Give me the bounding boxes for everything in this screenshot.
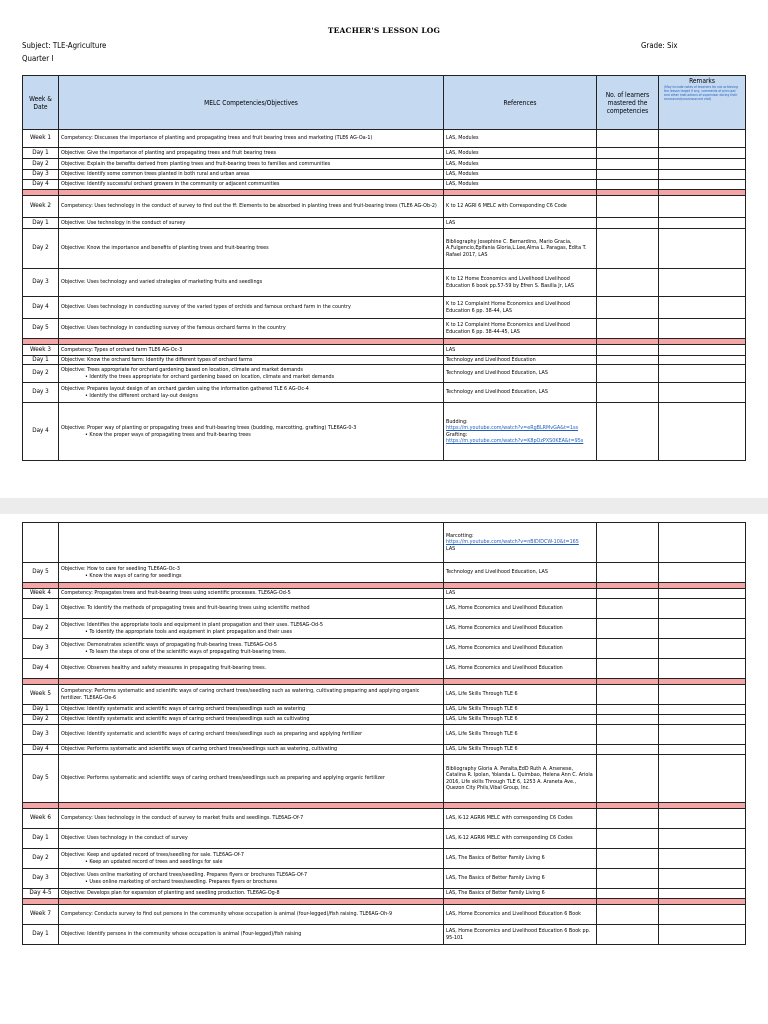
learners-cell — [597, 925, 659, 945]
marcotting-link[interactable]: https://m.youtube.com/watch?v=nBIDIDCW-10&t=165 — [446, 539, 579, 546]
remarks-cell — [659, 599, 746, 619]
objective-cell: Objective: Uses technology in conducting survey of the varied types of orchids and famous orchard farm in the country — [59, 297, 444, 319]
remarks-cell — [659, 356, 746, 365]
references-cell: LAS, Modules — [444, 130, 597, 148]
week-day-cell: Day 2 — [23, 365, 59, 383]
week-day-cell: Day 2 — [23, 619, 59, 639]
learners-cell — [597, 180, 659, 190]
references-cell: LAS, Modules — [444, 148, 597, 159]
objective-cell: Objective: Observes healthy and safety measures in propagating fruit-bearing trees. — [59, 659, 444, 679]
table-row — [23, 365, 746, 383]
objective-cell: Objective: Proper way of planting or propagating trees and fruit-bearing trees (budding, marcotting, grafting) TLE6AG-0-3 • Know the proper ways of propagating trees and fruit-bearing trees — [59, 403, 444, 461]
table-row — [23, 523, 746, 563]
learners-cell — [597, 755, 659, 803]
learners-cell — [597, 229, 659, 269]
learners-cell — [597, 849, 659, 869]
week-day-cell: Day 2 — [23, 229, 59, 269]
learners-cell — [597, 319, 659, 339]
references-cell: LAS, K-12 AGRI6 MELC with corresponding C6 Codes — [444, 829, 597, 849]
table-row — [23, 849, 746, 869]
objective-cell: Objective: Performs systematic and scientific ways of caring orchard trees/seedlings such as watering, cultivating — [59, 745, 444, 755]
week-day-cell: Week 2 — [23, 196, 59, 218]
week-day-cell: Day 1 — [23, 356, 59, 365]
references-cell: Budding: https://m.youtube.com/watch?v=eRgBLRMvGA&t=1ss Grafting: https://m.youtube.com/watch?v=K8pOzPXS0KEA&t=95s — [444, 403, 597, 461]
objective-cell: Objective: Uses technology and varied strategies of marketing fruits and seedlings — [59, 269, 444, 297]
grade-label: Grade: Six — [641, 41, 678, 50]
remarks-cell — [659, 639, 746, 659]
references-cell: LAS, K-12 AGRI6 MELC with corresponding C6 Codes — [444, 809, 597, 829]
remarks-cell — [659, 869, 746, 889]
learners-cell — [597, 745, 659, 755]
week-day-cell: Week 5 — [23, 685, 59, 705]
objective-cell: Objective: Identify systematic and scientific ways of caring orchard trees/seedlings such as preparing and applying fertilizer — [59, 725, 444, 745]
references-cell: K to 12 AGRI 6 MELC with Corresponding C6 Code — [444, 196, 597, 218]
remarks-cell — [659, 319, 746, 339]
table-row — [23, 383, 746, 403]
remarks-cell — [659, 563, 746, 583]
table-row — [23, 715, 746, 725]
remarks-cell — [659, 365, 746, 383]
remarks-cell — [659, 170, 746, 180]
learners-cell — [597, 365, 659, 383]
objective-cell: Objective: Trees appropriate for orchard gardening based on location, climate and market demands • Identify the trees appropriate for orchard gardening based on location, climate and market demands — [59, 365, 444, 383]
references-cell: LAS, Life Skills Through TLE 6 — [444, 745, 597, 755]
table-row — [23, 229, 746, 269]
remarks-cell — [659, 297, 746, 319]
references-cell: LAS, Home Economics and Livelihood Education — [444, 599, 597, 619]
subject-label: Subject: TLE-Agriculture — [22, 41, 107, 50]
table-row — [23, 269, 746, 297]
objective-cell: Objective: Prepares layout design of an orchard garden using the information gathered TLE 6 AG-Oc-4 • Identify the different orchard lay-out designs — [59, 383, 444, 403]
lesson-log-table-page-1 — [22, 75, 746, 461]
references-cell: K to 12 Complaint Home Economics and Livelihood Education 6 pp. 38-44-45, LAS — [444, 319, 597, 339]
learners-cell — [597, 809, 659, 829]
remarks-cell — [659, 925, 746, 945]
references-cell: LAS, Home Economics and Livelihood Education 6 Book pp. 95-101 — [444, 925, 597, 945]
objective-cell: Objective: Know the orchard farm: Identify the different types of orchard farms — [59, 356, 444, 365]
table-row — [23, 725, 746, 745]
week-day-cell: Week 3 — [23, 345, 59, 356]
table-row — [23, 889, 746, 899]
week-day-cell: Day 4 — [23, 403, 59, 461]
references-cell: Technology and Livelihood Education — [444, 356, 597, 365]
objective-cell: Objective: Identifies the appropriate tools and equipment in plant propagation and their uses. TLE6AG-Od-5 • To identify the appropriate tools and equipment in plant propagation and their uses — [59, 619, 444, 639]
remarks-cell — [659, 755, 746, 803]
table-row — [23, 297, 746, 319]
objective-cell: Objective: Uses technology in conducting survey of the famous orchard farms in the country — [59, 319, 444, 339]
learners-cell — [597, 383, 659, 403]
learners-cell — [597, 589, 659, 599]
remarks-cell — [659, 403, 746, 461]
table-row — [23, 755, 746, 803]
remarks-cell — [659, 725, 746, 745]
remarks-cell — [659, 523, 746, 563]
objective-cell: Objective: Identify systematic and scientific ways of caring orchard trees/seedlings such as watering — [59, 705, 444, 715]
table-row — [23, 196, 746, 218]
col-week: Week & Date — [23, 76, 59, 130]
table-row — [23, 589, 746, 599]
remarks-cell — [659, 829, 746, 849]
remarks-cell — [659, 659, 746, 679]
references-cell: Bibliography Josephine C. Bernardino, Mario Gracia, A.Fulgencio,Epifania Gloria,L.Lee,Alma L. Paragas, Edita T. Rafael 2017, LAS — [444, 229, 597, 269]
references-cell: K to 12 Home Economics and Livelihood Livelihood Education 6 book pp.57-59 by Efren S. Basilla Jr, LAS — [444, 269, 597, 297]
references-cell: LAS, Modules — [444, 170, 597, 180]
objective-cell: Objective: Explain the benefits derived from planting trees and fruit-bearing trees to families and communities — [59, 159, 444, 170]
remarks-cell — [659, 705, 746, 715]
learners-cell — [597, 523, 659, 563]
references-cell: LAS, Life Skills Through TLE 6 — [444, 715, 597, 725]
table-row — [23, 869, 746, 889]
objective-cell: Objective: How to care for seedling TLE6AG-Oc-3 • Know the ways of caring for seedlings — [59, 563, 444, 583]
budding-link[interactable]: https://m.youtube.com/watch?v=eRgBLRMvGA&t=1ss — [446, 425, 579, 432]
remarks-cell — [659, 159, 746, 170]
objective-cell: Objective: Use technology in the conduct of survey — [59, 218, 444, 229]
references-cell: LAS — [444, 589, 597, 599]
table-row — [23, 659, 746, 679]
week-day-cell: Day 2 — [23, 159, 59, 170]
references-cell: LAS, Home Economics and Livelihood Education — [444, 619, 597, 639]
objective-cell: Objective: Give the importance of planting and propagating trees and fruit bearing trees — [59, 148, 444, 159]
col-melc: MELC Competencies/Objectives — [59, 76, 444, 130]
week-day-cell: Day 3 — [23, 725, 59, 745]
lesson-log-table-page-2 — [22, 522, 746, 945]
table-row — [23, 170, 746, 180]
objective-cell: Objective: Performs systematic and scientific ways of caring orchard trees/seedlings such as preparing and applying organic fertilizer — [59, 755, 444, 803]
table-row — [23, 345, 746, 356]
week-day-cell: Week 4 — [23, 589, 59, 599]
learners-cell — [597, 705, 659, 715]
learners-cell — [597, 725, 659, 745]
objective-cell: Competency: Performs systematic and scientific ways of caring orchard trees/seedling such as watering, cultivating preparing and applying organic fertilizer. TLE6AG-Oe-6 — [59, 685, 444, 705]
remarks-cell — [659, 809, 746, 829]
table-row — [23, 319, 746, 339]
remarks-cell — [659, 745, 746, 755]
learners-cell — [597, 829, 659, 849]
objective-cell: Objective: Identify successful orchard growers in the community or adjacent communities — [59, 180, 444, 190]
remarks-cell — [659, 619, 746, 639]
table-row — [23, 148, 746, 159]
week-day-cell: Day 2 — [23, 715, 59, 725]
references-cell: LAS, The Basics of Better Family Living 6 — [444, 889, 597, 899]
learners-cell — [597, 639, 659, 659]
remarks-cell — [659, 685, 746, 705]
week-day-cell — [23, 523, 59, 563]
references-cell: LAS — [444, 218, 597, 229]
references-cell: LAS, The Basics of Better Family Living 6 — [444, 869, 597, 889]
objective-cell: Objective: Uses technology in the conduct of survey — [59, 829, 444, 849]
objective-cell: Objective: Develops plan for expansion of planting and seedling production. TLE6AG-Og-8 — [59, 889, 444, 899]
table-row — [23, 563, 746, 583]
references-cell: LAS, Home Economics and Livelihood Education — [444, 659, 597, 679]
week-day-cell: Day 1 — [23, 148, 59, 159]
week-day-cell: Day 1 — [23, 829, 59, 849]
grafting-link[interactable]: https://m.youtube.com/watch?v=K8pOzPXS0KEA&t=95s — [446, 437, 584, 444]
remarks-cell — [659, 383, 746, 403]
table-row — [23, 745, 746, 755]
quarter-label: Quarter I — [22, 54, 54, 63]
learners-cell — [597, 403, 659, 461]
learners-cell — [597, 297, 659, 319]
week-day-cell: Day 5 — [23, 755, 59, 803]
page-1 — [0, 0, 768, 498]
week-day-cell: Week 6 — [23, 809, 59, 829]
objective-cell: Competency: Discusses the importance of planting and propagating trees and fruit bearing trees and marketing (TLE6 AG-Oa-1) — [59, 130, 444, 148]
document-title: TEACHER'S LESSON LOG — [327, 26, 441, 35]
week-day-cell: Day 4-5 — [23, 889, 59, 899]
remarks-cell — [659, 148, 746, 159]
objective-cell: Competency: Propagates trees and fruit-bearing trees using scientific processes. TLE6AG-Od-5 — [59, 589, 444, 599]
references-cell: Technology and Livelihood Education, LAS — [444, 383, 597, 403]
objective-cell: Objective: Identify persons in the community whose occupation is animal (Four-legged)/fish raising — [59, 925, 444, 945]
header-row — [23, 76, 746, 130]
learners-cell — [597, 345, 659, 356]
learners-cell — [597, 218, 659, 229]
references-cell: LAS, Modules — [444, 159, 597, 170]
learners-cell — [597, 159, 659, 170]
remarks-cell — [659, 345, 746, 356]
references-cell: K to 12 Complaint Home Economics and Livelihood Education 6 pp. 38-44, LAS — [444, 297, 597, 319]
remarks-cell — [659, 905, 746, 925]
table-row — [23, 619, 746, 639]
week-day-cell: Day 1 — [23, 599, 59, 619]
objective-cell: Competency: Conducts survey to find out persons in the community whose occupation is animal (four-legged)/fish raising. TLE6AG-Oh-9 — [59, 905, 444, 925]
remarks-cell — [659, 180, 746, 190]
learners-cell — [597, 196, 659, 218]
objective-cell: Objective: To identify the methods of propagating trees and fruit-bearing trees using scientific method — [59, 599, 444, 619]
col-remarks: Remarks (May include notes of teachers for not achieving the lesson target if any, comments of principal and other instructions of supervisor during their announced/unannounced visit) — [659, 76, 746, 130]
references-cell: LAS, Modules — [444, 180, 597, 190]
remarks-cell — [659, 849, 746, 869]
week-day-cell: Day 4 — [23, 659, 59, 679]
table-row — [23, 925, 746, 945]
objective-cell: Objective: Demonstrates scientific ways of propagating fruit-bearing trees. TLE6AG-Od-5 • To learn the steps of one of the scientific ways of propagating fruit-bearing trees. — [59, 639, 444, 659]
learners-cell — [597, 148, 659, 159]
remarks-cell — [659, 130, 746, 148]
table-row — [23, 356, 746, 365]
remarks-cell — [659, 715, 746, 725]
week-day-cell: Day 1 — [23, 705, 59, 715]
table-row — [23, 685, 746, 705]
table-row — [23, 829, 746, 849]
learners-cell — [597, 619, 659, 639]
table-row — [23, 905, 746, 925]
table-row — [23, 599, 746, 619]
week-day-cell: Day 4 — [23, 297, 59, 319]
page-2 — [0, 514, 768, 1024]
objective-cell — [59, 523, 444, 563]
references-cell: LAS, Home Economics and Livelihood Education — [444, 639, 597, 659]
table-row — [23, 180, 746, 190]
week-day-cell: Day 3 — [23, 383, 59, 403]
learners-cell — [597, 130, 659, 148]
table-row — [23, 809, 746, 829]
week-day-cell: Day 4 — [23, 745, 59, 755]
week-day-cell: Day 4 — [23, 180, 59, 190]
learners-cell — [597, 170, 659, 180]
col-references: References — [444, 76, 597, 130]
week-day-cell: Day 1 — [23, 218, 59, 229]
table-row — [23, 218, 746, 229]
week-day-cell: Day 3 — [23, 269, 59, 297]
table-row — [23, 159, 746, 170]
remarks-cell — [659, 889, 746, 899]
remarks-cell — [659, 269, 746, 297]
week-day-cell: Week 7 — [23, 905, 59, 925]
learners-cell — [597, 889, 659, 899]
references-cell: LAS, Life Skills Through TLE 6 — [444, 725, 597, 745]
references-cell: Technology and Livelihood Education, LAS — [444, 365, 597, 383]
references-cell: Technology and Livelihood Education, LAS — [444, 563, 597, 583]
learners-cell — [597, 599, 659, 619]
references-cell: Bibliography Gloria A. Peralta,EdD Ruth A. Arsenese, Catalina R. Ipolan, Yolanda L. Quimbao, Helena Ann C. Ariola 2016, Life skills Through TLE 6, 1253 A. Araneta Ave., Quezon City Phils,Vibal Group, Inc. — [444, 755, 597, 803]
table-row — [23, 130, 746, 148]
learners-cell — [597, 715, 659, 725]
objective-cell: Objective: Know the importance and benefits of planting trees and fruit-bearing trees — [59, 229, 444, 269]
remarks-cell — [659, 229, 746, 269]
remarks-cell — [659, 589, 746, 599]
references-cell: LAS, The Basics of Better Family Living 6 — [444, 849, 597, 869]
table-row — [23, 705, 746, 715]
learners-cell — [597, 905, 659, 925]
references-cell: LAS — [444, 345, 597, 356]
week-day-cell: Day 5 — [23, 319, 59, 339]
objective-cell: Competency: Uses technology in the conduct of survey to market fruits and seedlings. TLE6AG-Of-7 — [59, 809, 444, 829]
objective-cell: Objective: Keep and updated record of trees/seedling for sale. TLE6AG-Of-7 • Keep an updated record of trees and seedlings for sale — [59, 849, 444, 869]
references-cell: LAS, Life Skills Through TLE 6 — [444, 685, 597, 705]
objective-cell: Objective: Identify systematic and scientific ways of caring orchard trees/seedlings such as cultivating — [59, 715, 444, 725]
objective-cell: Objective: Identify some common trees planted in both rural and urban areas — [59, 170, 444, 180]
table-row — [23, 639, 746, 659]
col-learners: No. of learners mastered the competencies — [597, 76, 659, 130]
week-day-cell: Day 3 — [23, 639, 59, 659]
learners-cell — [597, 563, 659, 583]
references-cell: Marcotting: https://m.youtube.com/watch?v=nBIDIDCW-10&t=165 LAS — [444, 523, 597, 563]
references-cell: LAS, Home Economics and Livelihood Education 6 Book — [444, 905, 597, 925]
learners-cell — [597, 269, 659, 297]
table-row — [23, 403, 746, 461]
objective-cell: Objective: Uses online marketing of orchard trees/seedling. Prepares flyers or brochures TLE6AG-Of-7 • Uses online marketing of orchard trees/seedling. Prepares flyers or brochures — [59, 869, 444, 889]
page-gap — [0, 498, 768, 514]
references-cell: LAS, Life Skills Through TLE 6 — [444, 705, 597, 715]
week-day-cell: Day 3 — [23, 869, 59, 889]
week-day-cell: Day 1 — [23, 925, 59, 945]
learners-cell — [597, 869, 659, 889]
remarks-note: (May include notes of teachers for not achieving the lesson target if any, comments of principal and other instructions of supervisor during their announced/unannounced visit) — [664, 85, 738, 101]
remarks-cell — [659, 218, 746, 229]
week-day-cell: Day 2 — [23, 849, 59, 869]
objective-cell: Competency: Uses technology in the conduct of survey to find out the ff: Elements to be absorbed in planting trees and fruit-bearing trees (TLE6 AG-Ob-2) — [59, 196, 444, 218]
learners-cell — [597, 659, 659, 679]
learners-cell — [597, 356, 659, 365]
remarks-cell — [659, 196, 746, 218]
week-day-cell: Week 1 — [23, 130, 59, 148]
week-day-cell: Day 5 — [23, 563, 59, 583]
objective-cell: Competency: Types of orchard farm TLE6 AG-Oc-3 — [59, 345, 444, 356]
learners-cell — [597, 685, 659, 705]
week-day-cell: Day 3 — [23, 170, 59, 180]
